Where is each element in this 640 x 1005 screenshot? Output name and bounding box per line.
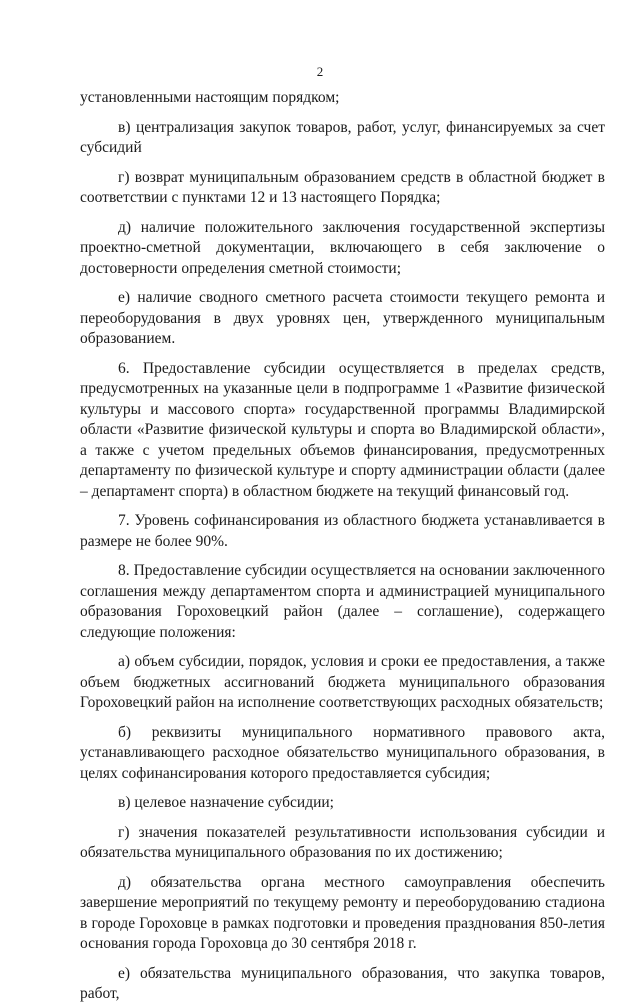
paragraph-section-6: 6. Предоставление субсидии осуществляется в пределах средств, предусмотренных на указанные цели в подпрограмме 1 «Развитие физической культуры и массового спорта» государственной программы Владимирской области «Развитие физической культуры и спорта во Владимирской области», а также с учетом предельных объемов финансирования, предусмотренных департаменту по физической культуре и спорту администрации области (далее – департамент спорта) в областном бюджете на текущий финансовый год. xyxy=(80,359,605,500)
paragraph-item-e-procurement: е) обязательства муниципального образования, что закупка товаров, работ, xyxy=(80,964,605,1002)
paragraph-item-g-refund: г) возврат муниципальным образованием средств в областной бюджет в соответствии с пунктами 12 и 13 настоящего Порядка; xyxy=(80,168,605,206)
paragraph-item-d-obligations: д) обязательства органа местного самоуправления обеспечить завершение мероприятий по текущему ремонту и переоборудованию стадиона в городе Гороховце в рамках подготовки и проведения празднования 850-летия основания города Гороховца до 30 сентября 2018 г. xyxy=(80,873,605,952)
paragraph-item-b-requisites: б) реквизиты муниципального нормативного правового акта, устанавливающего расходное обязательство муниципального образования, в целях софинансирования которого предоставляется субсидия; xyxy=(80,723,605,782)
paragraph-item-v-purpose: в) целевое назначение субсидии; xyxy=(118,794,334,811)
paragraph-section-8: 8. Предоставление субсидии осуществляется на основании заключенного соглашения между департаментом спорта и администрацией муниципального образования Гороховецкий район (далее – соглашение), содержащего следующие положения: xyxy=(80,562,605,641)
paragraph-section-7: 7. Уровень софинансирования из областного бюджета устанавливается в размере не более 90%. xyxy=(80,512,605,550)
paragraph-item-v-centralization: в) централизация закупок товаров, работ, услуг, финансируемых за счет субсидий xyxy=(80,118,605,156)
paragraph-continuation: установленными настоящим порядком; xyxy=(80,89,340,106)
paragraph-item-a-volume: а) объем субсидии, порядок, условия и сроки ее предоставления, а также объем бюджетных ассигнований бюджета муниципального образования Гороховецкий район на исполнение соответствующих расходных обязательств; xyxy=(80,653,605,711)
paragraph-item-g-indicators: г) значения показателей результативности использования субсидии и обязательства муниципального образования по их достижению; xyxy=(80,823,605,861)
paragraph-item-e-estimate: е) наличие сводного сметного расчета стоимости текущего ремонта и переоборудования в двух уровнях цен, утвержденного муниципальным образованием. xyxy=(80,289,605,347)
document-body xyxy=(80,88,605,1005)
paragraph-item-d-expertise: д) наличие положительного заключения государственной экспертизы проектно-сметной документации, включающего в себя заключение о достоверности определения сметной стоимости; xyxy=(80,218,605,277)
page-number: 2 xyxy=(316,64,324,79)
